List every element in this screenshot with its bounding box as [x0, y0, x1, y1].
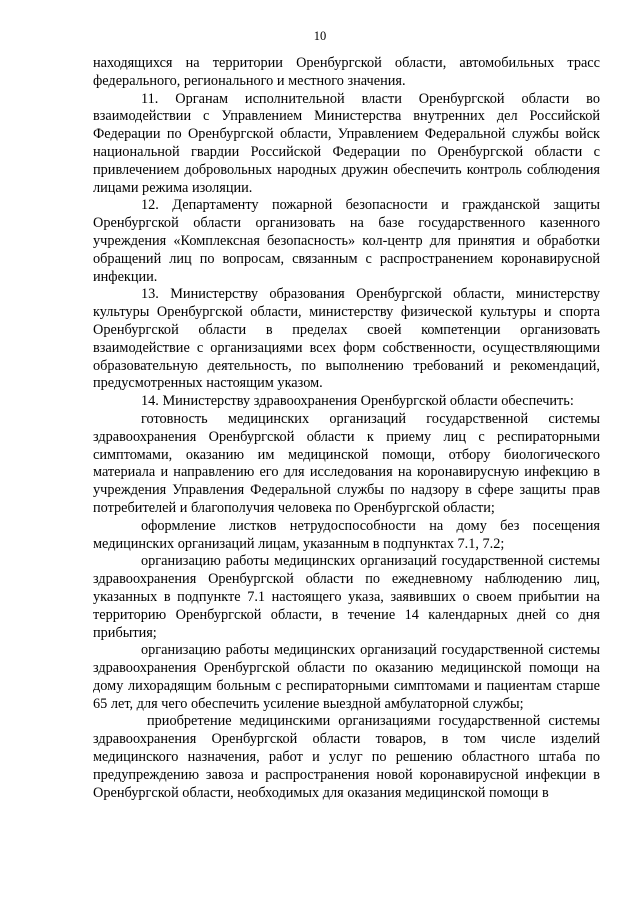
paragraph-item-13: 13. Министерству образования Оренбургской области, министерству культуры Оренбургской области, министерству физической культуры и спорта Оренбургской области в пределах своей компетенции организовать взаимодействие с организациями всех форм собственности, осуществляющими образовательную деятельность, по выполнению требований и рекомендаций, предусмотренных настоящим указом. [93, 286, 600, 392]
paragraph-procurement: приобретение медицинскими организациями государственной системы здравоохранения Оренбургской области товаров, в том числе изделий медицинского назначения, работ и услуг по решению областного штаба по предупреждению завоза и распространения новой коронавирусной инфекции в Оренбургской области, необходимых для оказания медицинской помощи в [93, 713, 600, 801]
paragraph-item-11: 11. Органам исполнительной власти Оренбургской области во взаимодействии с Управлением Министерства внутренних дел Российской Федерации по Оренбургской области, Управлением Федеральной службы войск национальной гвардии Российской Федерации по Оренбургской области с привлечением добровольных народных дружин обеспечить контроль соблюдения лицами режима изоляции. [93, 90, 600, 196]
paragraph-home-care: организацию работы медицинских организаций государственной системы здравоохранения Оренбургской области по оказанию медицинской помощи на дому лихорадящим больным с респираторными симптомами и пациентам старше 65 лет, для чего обеспечить усиление выездной амбулаторной службы; [93, 642, 600, 712]
document-body [93, 55, 600, 802]
paragraph-readiness: готовность медицинских организаций государственной системы здравоохранения Оренбургской области к приему лиц с респираторными симптомами, оказанию им медицинской помощи, отбору биологического материала и направлению его для исследования на коронавирусную инфекцию в учреждения Управления Федеральной службы по надзору в сфере защиты прав потребителей и благополучия человека по Оренбургской области; [93, 410, 600, 516]
paragraph-item-14: 14. Министерству здравоохранения Оренбургской области обеспечить: [141, 393, 574, 410]
paragraph-item-12: 12. Департаменту пожарной безопасности и гражданской защиты Оренбургской области организовать на базе государственного казенного учреждения «Комплексная безопасность» кол-центр для принятия и обработки обращений лиц по вопросам, связанным с распространением коронавирусной инфекции. [93, 197, 600, 285]
paragraph-sick-leave: оформление листков нетрудоспособности на дому без посещения медицинских организаций лицам, указанным в подпунктах 7.1, 7.2; [93, 517, 600, 552]
paragraph-daily-observation: организацию работы медицинских организаций государственной системы здравоохранения Оренбургской области по ежедневному наблюдению лиц, указанных в подпункте 7.1 настоящего указа, заявивших о своем прибытии на территорию Оренбургской области, в течение 14 календарных дней со дня прибытия; [93, 553, 600, 641]
paragraph-continuation: находящихся на территории Оренбургской области, автомобильных трасс федерального, регионального и местного значения. [93, 55, 600, 89]
page-number: 10 [313, 29, 327, 43]
